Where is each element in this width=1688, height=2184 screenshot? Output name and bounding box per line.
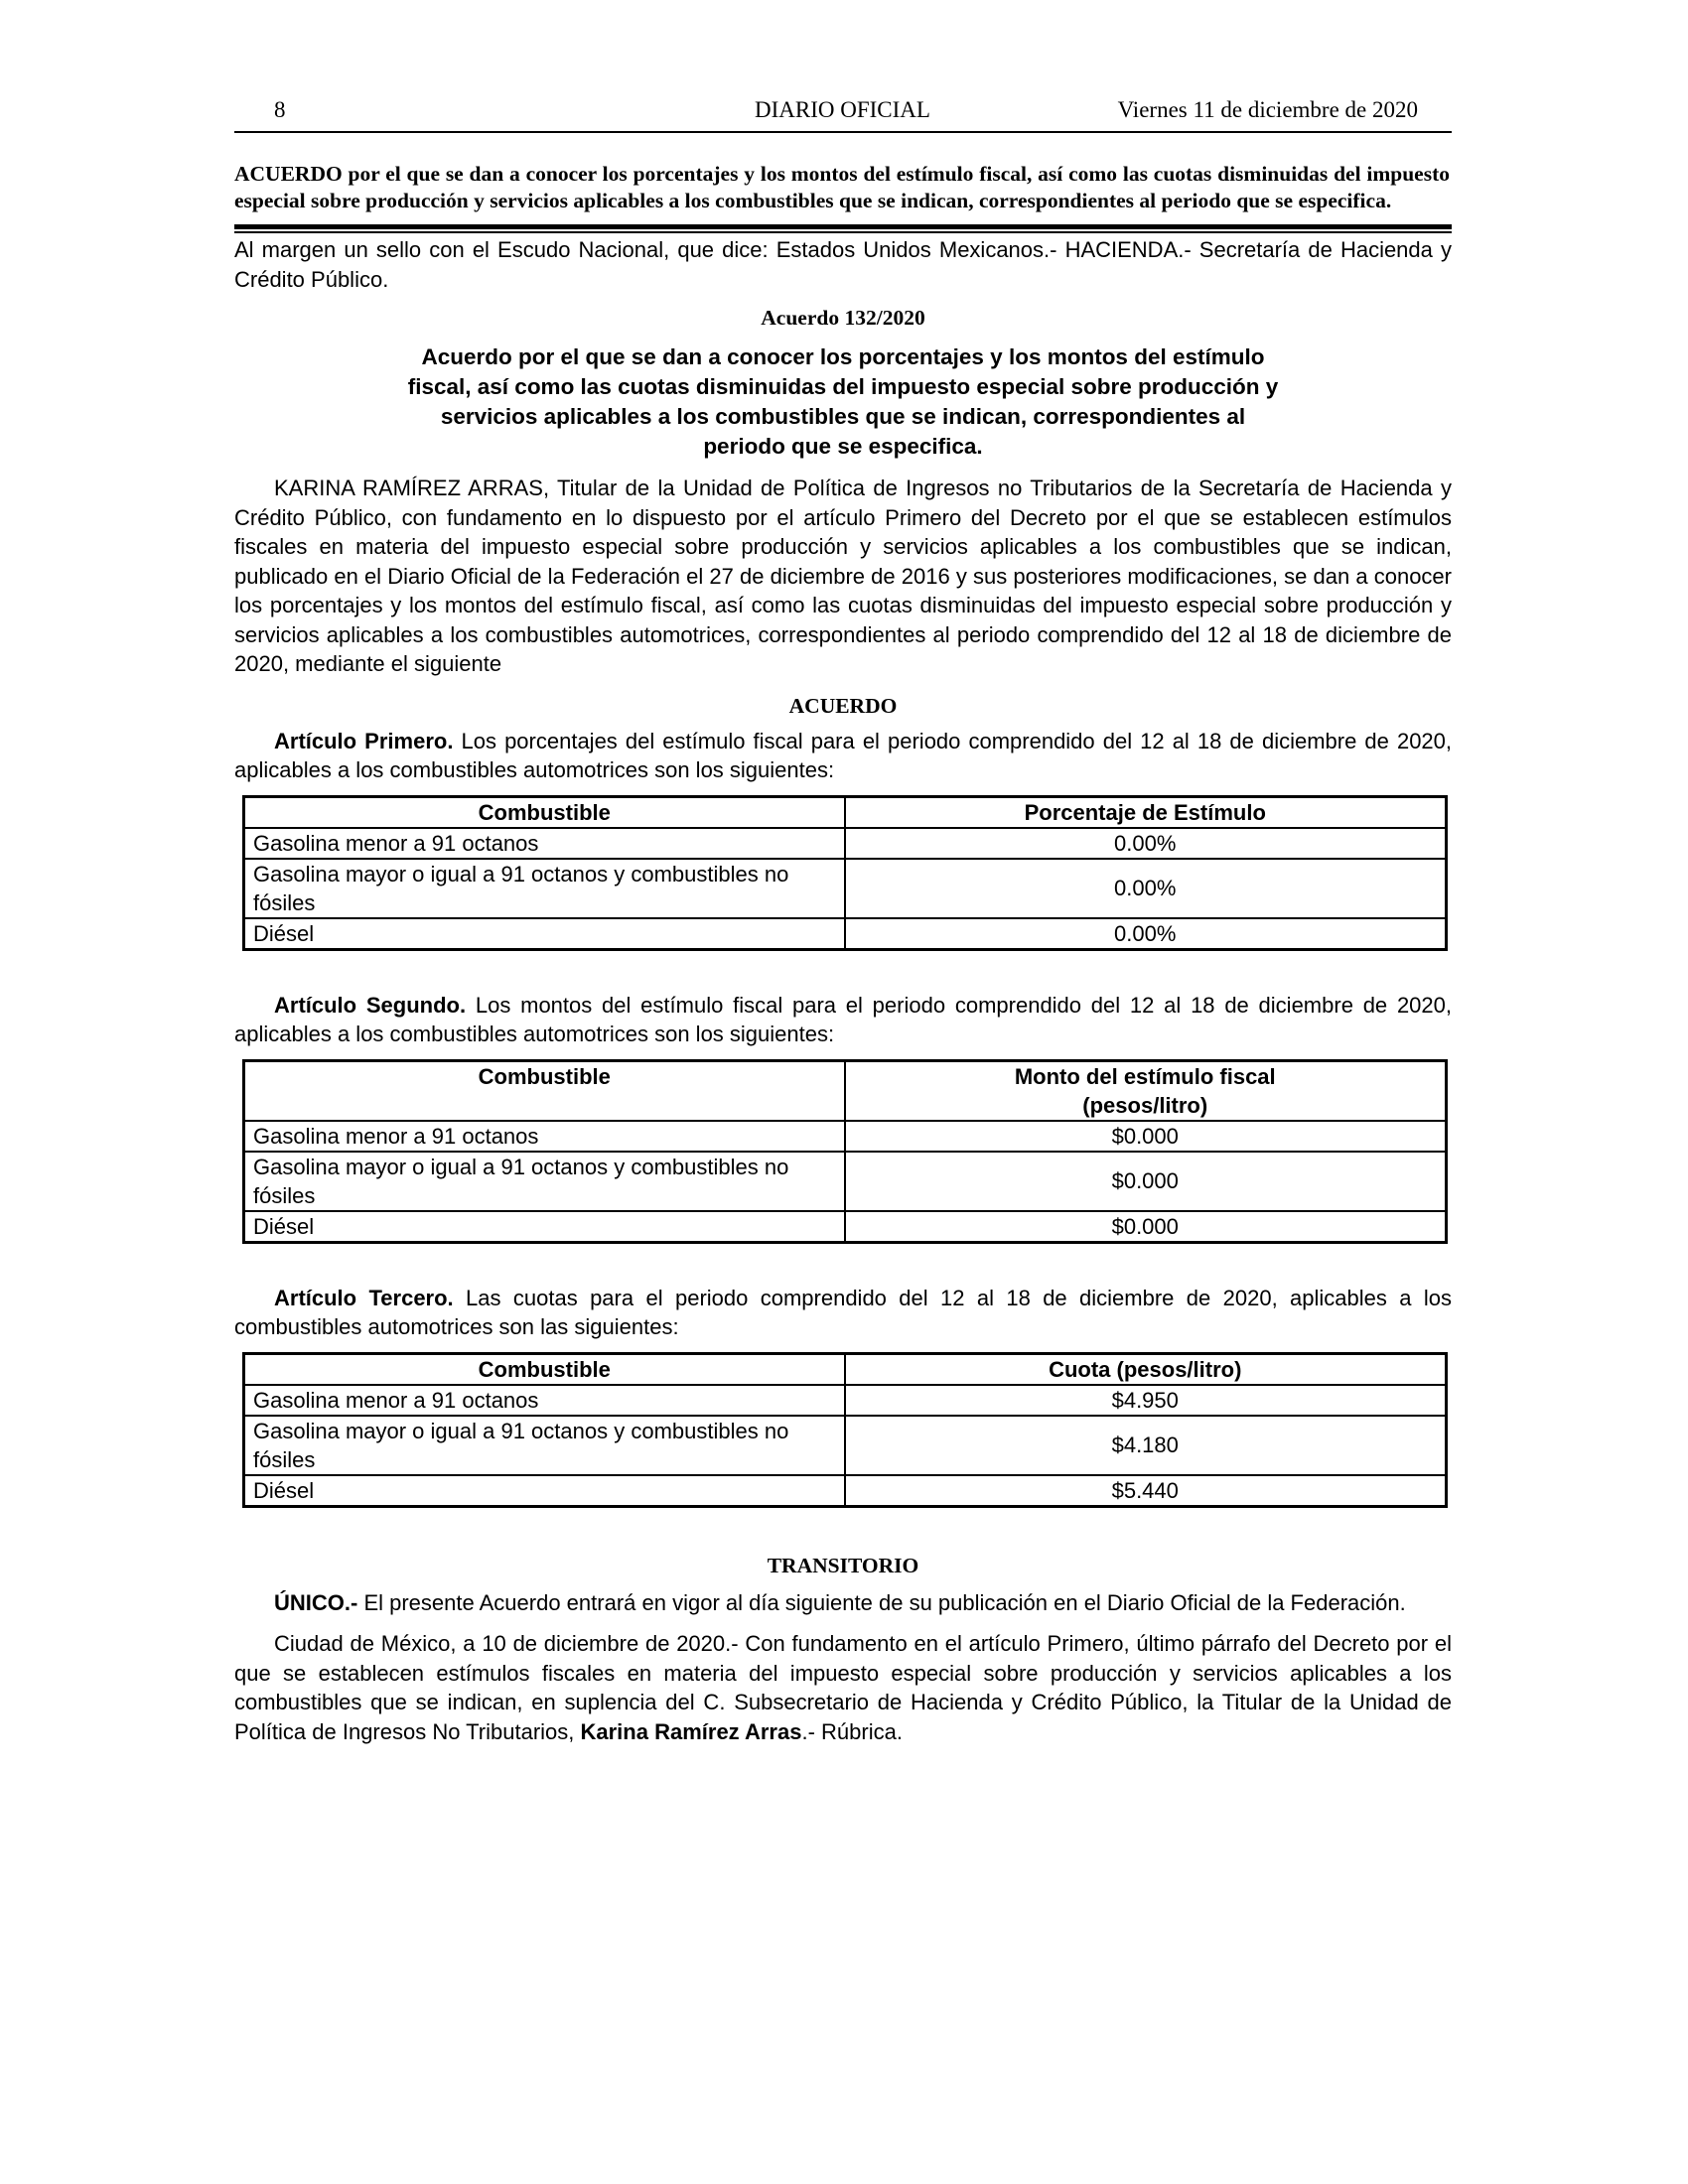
article-2-label: Artículo Segundo. — [274, 992, 467, 1018]
table-header-row — [244, 796, 1447, 828]
column-header-fuel: Combustible — [244, 1060, 845, 1121]
unico-body: El presente Acuerdo entrará en vigor al día siguiente de su publicación en el Diario Oficial de la Federación. — [357, 1589, 1406, 1615]
document-title: ACUERDO por el que se dan a conocer los porcentajes y los montos del estímulo fiscal, así como las cuotas disminuidas del impuesto especial sobre producción y servicios aplicables a los combustibles que se indican, correspondientes al periodo que se especifica. — [234, 162, 1450, 212]
seal-text: Al margen un sello con el Escudo Nacional, que dice: Estados Unidos Mexicanos.- HACIENDA.- Secretaría de Hacienda y Crédito Público. — [234, 237, 1452, 292]
fuel-name: Gasolina mayor o igual a 91 octanos y combustibles no fósiles — [244, 859, 845, 918]
running-header — [234, 97, 1452, 131]
fuel-name: Diésel — [244, 918, 845, 950]
fuel-value: 0.00% — [845, 828, 1447, 859]
table-row — [244, 828, 1447, 859]
article-1-body: Los porcentajes del estímulo fiscal para el periodo comprendido del 12 al 18 de diciembre de 2020, aplicables a los combustibles automotrices son los siguientes: — [234, 728, 1453, 782]
table-row — [244, 1211, 1447, 1243]
fuel-value: 0.00% — [845, 918, 1447, 950]
fuel-name: Gasolina menor a 91 octanos — [244, 1121, 845, 1152]
preamble: KARINA RAMÍREZ ARRAS, Titular de la Unidad de Política de Ingresos no Tributarios de la Secretaría de Hacienda y Crédito Público, con fundamento en lo dispuesto por el artículo Primero del Decreto por el que se establecen estímulos fiscales en materia del impuesto especial sobre producción y servicios aplicables a los combustibles que se indican, publicado en el Diario Oficial de la Federación el 27 de diciembre de 2016 y sus posteriores modificaciones, se dan a conocer los porcentajes y los montos del estímulo fiscal, así como las cuotas disminuidas del impuesto especial sobre producción y servicios aplicables a los combustibles automotrices, correspondientes al periodo comprendido del 12 al 18 de diciembre de 2020, mediante el siguiente — [234, 476, 1452, 676]
closing-end: .- Rúbrica. — [801, 1718, 903, 1744]
column-header-quota: Cuota (pesos/litro) — [845, 1353, 1447, 1385]
column-header-amount-line1: Monto del estímulo fiscal — [1014, 1063, 1276, 1089]
article-3-label: Artículo Tercero. — [274, 1285, 454, 1310]
table-row — [244, 1121, 1447, 1152]
closing-body: Ciudad de México, a 10 de diciembre de 2020.- Con fundamento en el artículo Primero, último párrafo del Decreto por el que se establecen estímulos fiscales en materia del impuesto especial sobre producción y servicios aplicables a los combustibles que se indican, en suplencia del C. Subsecretario de Hacienda y Crédito Público, la Titular de la Unidad de Política de Ingresos No Tributarios, — [234, 1631, 1452, 1744]
table-row — [244, 1152, 1447, 1211]
fuel-value: $4.950 — [845, 1385, 1447, 1416]
signer-name: Karina Ramírez Arras — [580, 1718, 802, 1744]
column-header-fuel: Combustible — [244, 1353, 845, 1385]
title-rule-thick — [234, 224, 1452, 229]
table-row — [244, 859, 1447, 918]
unico-label: ÚNICO.- — [274, 1589, 358, 1615]
column-header-fuel: Combustible — [244, 796, 845, 828]
table-row — [244, 918, 1447, 950]
title-rule-thin — [234, 231, 1452, 233]
agreement-number: Acuerdo 132/2020 — [761, 306, 925, 330]
article-3-body: Las cuotas para el periodo comprendido del 12 al 18 de diciembre de 2020, aplicables a los combustibles automotrices son las siguientes: — [234, 1285, 1452, 1339]
fuel-name: Gasolina mayor o igual a 91 octanos y combustibles no fósiles — [244, 1416, 845, 1475]
table-header-row — [244, 1353, 1447, 1385]
fuel-value: $0.000 — [845, 1121, 1447, 1152]
closing-text — [234, 1629, 1452, 1746]
transitorio-heading: TRANSITORIO — [767, 1553, 919, 1577]
fuel-value: 0.00% — [845, 859, 1447, 918]
fuel-value: $0.000 — [845, 1211, 1447, 1243]
article-1-label: Artículo Primero. — [274, 728, 454, 753]
fuel-name: Gasolina menor a 91 octanos — [244, 1385, 845, 1416]
article-2-text — [234, 991, 1452, 1049]
table-row — [244, 1475, 1447, 1507]
column-header-percentage: Porcentaje de Estímulo — [845, 796, 1447, 828]
unico-text — [234, 1588, 1452, 1618]
agreement-title: Acuerdo por el que se dan a conocer los porcentajes y los montos del estímulo fiscal, así como las cuotas disminuidas del impuesto especial sobre producción y servicios aplicables a los combustibles que se indican, correspondientes al periodo que se especifica. — [407, 344, 1279, 459]
fuel-name: Diésel — [244, 1211, 845, 1243]
fuel-name: Gasolina menor a 91 octanos — [244, 828, 845, 859]
header-rule — [234, 131, 1452, 133]
fuel-value: $0.000 — [845, 1152, 1447, 1211]
fuel-value: $4.180 — [845, 1416, 1447, 1475]
table-row — [244, 1385, 1447, 1416]
fuel-name: Diésel — [244, 1475, 845, 1507]
fuel-value: $5.440 — [845, 1475, 1447, 1507]
table-stimulus-amount — [242, 1059, 1448, 1244]
issue-date: Viernes 11 de diciembre de 2020 — [1117, 97, 1418, 122]
article-2-body: Los montos del estímulo fiscal para el periodo comprendido del 12 al 18 de diciembre de 2020, aplicables a los combustibles automotrices son los siguientes: — [234, 992, 1452, 1046]
article-1-text — [234, 727, 1452, 785]
fuel-name: Gasolina mayor o igual a 91 octanos y combustibles no fósiles — [244, 1152, 845, 1211]
journal-name: DIARIO OFICIAL — [755, 97, 930, 122]
page — [234, 97, 1452, 1746]
column-header-amount — [845, 1060, 1447, 1121]
table-stimulus-percentage — [242, 795, 1448, 951]
table-row — [244, 1416, 1447, 1475]
page-number: 8 — [274, 97, 286, 122]
table-quota — [242, 1352, 1448, 1508]
column-header-amount-line2: (pesos/litro) — [1082, 1092, 1208, 1118]
table-header-row — [244, 1060, 1447, 1121]
acuerdo-heading: ACUERDO — [788, 693, 898, 718]
article-3-text — [234, 1284, 1452, 1342]
